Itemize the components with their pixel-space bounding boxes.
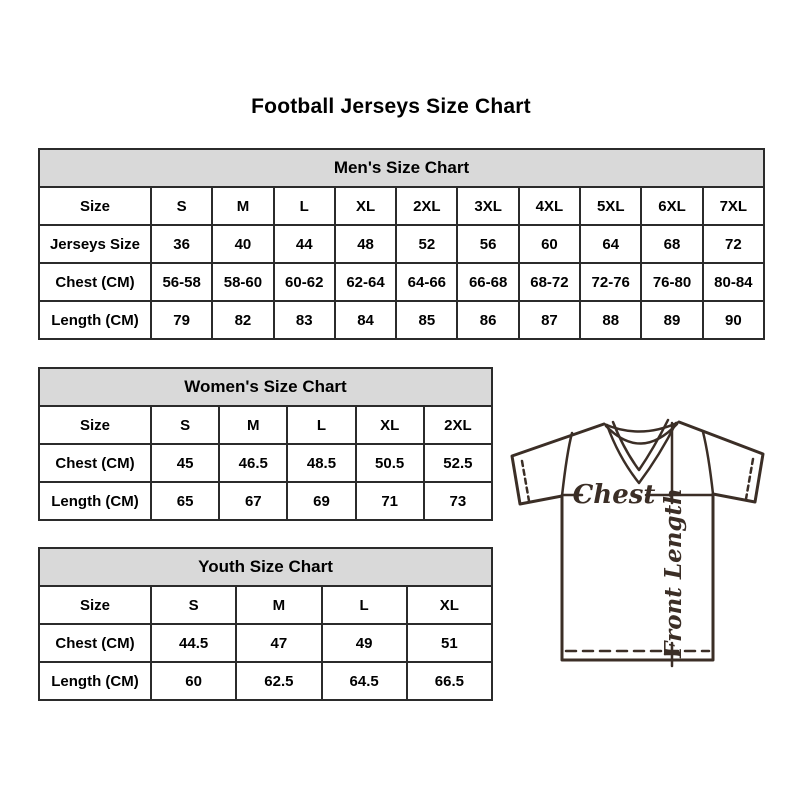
cell: 68 xyxy=(641,225,702,263)
youth-size-chart-table xyxy=(38,547,493,701)
cell: 51 xyxy=(407,624,492,662)
cell: 79 xyxy=(151,301,212,339)
row-label: Chest (CM) xyxy=(39,444,151,482)
cell: L xyxy=(287,406,355,444)
row-label: Size xyxy=(39,586,151,624)
cell: 2XL xyxy=(424,406,492,444)
cell: 60 xyxy=(519,225,580,263)
cell: 72 xyxy=(703,225,764,263)
cell: 4XL xyxy=(519,187,580,225)
cell: S xyxy=(151,586,236,624)
cell: M xyxy=(212,187,273,225)
jersey-outline xyxy=(679,422,763,502)
cell: 67 xyxy=(219,482,287,520)
cell: 64 xyxy=(580,225,641,263)
cell: 47 xyxy=(236,624,321,662)
table-row xyxy=(39,444,492,482)
cell: 36 xyxy=(151,225,212,263)
jersey-cuff-dash xyxy=(522,461,529,501)
chest-label: Chest xyxy=(572,480,656,510)
table-row xyxy=(39,662,492,700)
jersey-collar xyxy=(613,420,668,470)
cell: 88 xyxy=(580,301,641,339)
jersey-measurement-diagram xyxy=(500,403,772,671)
page-title: Football Jerseys Size Chart xyxy=(251,95,531,118)
cell: 66.5 xyxy=(407,662,492,700)
mens-size-chart-table xyxy=(38,148,765,340)
cell: 84 xyxy=(335,301,396,339)
cell: 83 xyxy=(274,301,335,339)
cell: 64.5 xyxy=(322,662,407,700)
cell: 56-58 xyxy=(151,263,212,301)
cell: 66-68 xyxy=(457,263,518,301)
cell: L xyxy=(274,187,335,225)
cell: 72-76 xyxy=(580,263,641,301)
cell: 40 xyxy=(212,225,273,263)
jersey-body xyxy=(562,494,713,660)
cell: M xyxy=(219,406,287,444)
cell: 86 xyxy=(457,301,518,339)
cell: 48.5 xyxy=(287,444,355,482)
cell: 76-80 xyxy=(641,263,702,301)
cell: 58-60 xyxy=(212,263,273,301)
cell: 68-72 xyxy=(519,263,580,301)
cell: 65 xyxy=(151,482,219,520)
cell: XL xyxy=(335,187,396,225)
row-label: Length (CM) xyxy=(39,662,151,700)
cell: 56 xyxy=(457,225,518,263)
cell: 44 xyxy=(274,225,335,263)
cell: 60 xyxy=(151,662,236,700)
cell: XL xyxy=(407,586,492,624)
cell: 48 xyxy=(335,225,396,263)
mens-chart-title: Men's Size Chart xyxy=(39,149,764,187)
jersey-armhole xyxy=(562,433,572,496)
cell: M xyxy=(236,586,321,624)
womens-size-chart-table xyxy=(38,367,493,521)
cell: 60-62 xyxy=(274,263,335,301)
jersey-cuff-dash xyxy=(746,459,753,499)
row-label: Length (CM) xyxy=(39,301,151,339)
table-row xyxy=(39,624,492,662)
cell: 45 xyxy=(151,444,219,482)
cell: 46.5 xyxy=(219,444,287,482)
cell: 52.5 xyxy=(424,444,492,482)
cell: 64-66 xyxy=(396,263,457,301)
cell: 52 xyxy=(396,225,457,263)
cell: XL xyxy=(356,406,424,444)
cell: S xyxy=(151,406,219,444)
cell: 80-84 xyxy=(703,263,764,301)
row-label: Size xyxy=(39,187,151,225)
table-row xyxy=(39,586,492,624)
jersey-armhole xyxy=(703,432,713,494)
table-row xyxy=(39,301,764,339)
cell: 50.5 xyxy=(356,444,424,482)
cell: 73 xyxy=(424,482,492,520)
youth-chart-title: Youth Size Chart xyxy=(39,548,492,586)
row-label: Chest (CM) xyxy=(39,624,151,662)
cell: 62.5 xyxy=(236,662,321,700)
row-label: Length (CM) xyxy=(39,482,151,520)
cell: 2XL xyxy=(396,187,457,225)
cell: 87 xyxy=(519,301,580,339)
cell: 71 xyxy=(356,482,424,520)
cell: S xyxy=(151,187,212,225)
row-label: Chest (CM) xyxy=(39,263,151,301)
cell: 85 xyxy=(396,301,457,339)
table-row xyxy=(39,225,764,263)
cell: 49 xyxy=(322,624,407,662)
cell: 82 xyxy=(212,301,273,339)
cell: L xyxy=(322,586,407,624)
table-row xyxy=(39,263,764,301)
cell: 6XL xyxy=(641,187,702,225)
cell: 89 xyxy=(641,301,702,339)
row-label: Jerseys Size xyxy=(39,225,151,263)
cell: 5XL xyxy=(580,187,641,225)
front-length-label: Front Length xyxy=(660,488,687,658)
row-label: Size xyxy=(39,406,151,444)
cell: 3XL xyxy=(457,187,518,225)
cell: 44.5 xyxy=(151,624,236,662)
table-row xyxy=(39,187,764,225)
cell: 7XL xyxy=(703,187,764,225)
table-row xyxy=(39,482,492,520)
cell: 69 xyxy=(287,482,355,520)
womens-chart-title: Women's Size Chart xyxy=(39,368,492,406)
cell: 90 xyxy=(703,301,764,339)
cell: 62-64 xyxy=(335,263,396,301)
table-row xyxy=(39,406,492,444)
